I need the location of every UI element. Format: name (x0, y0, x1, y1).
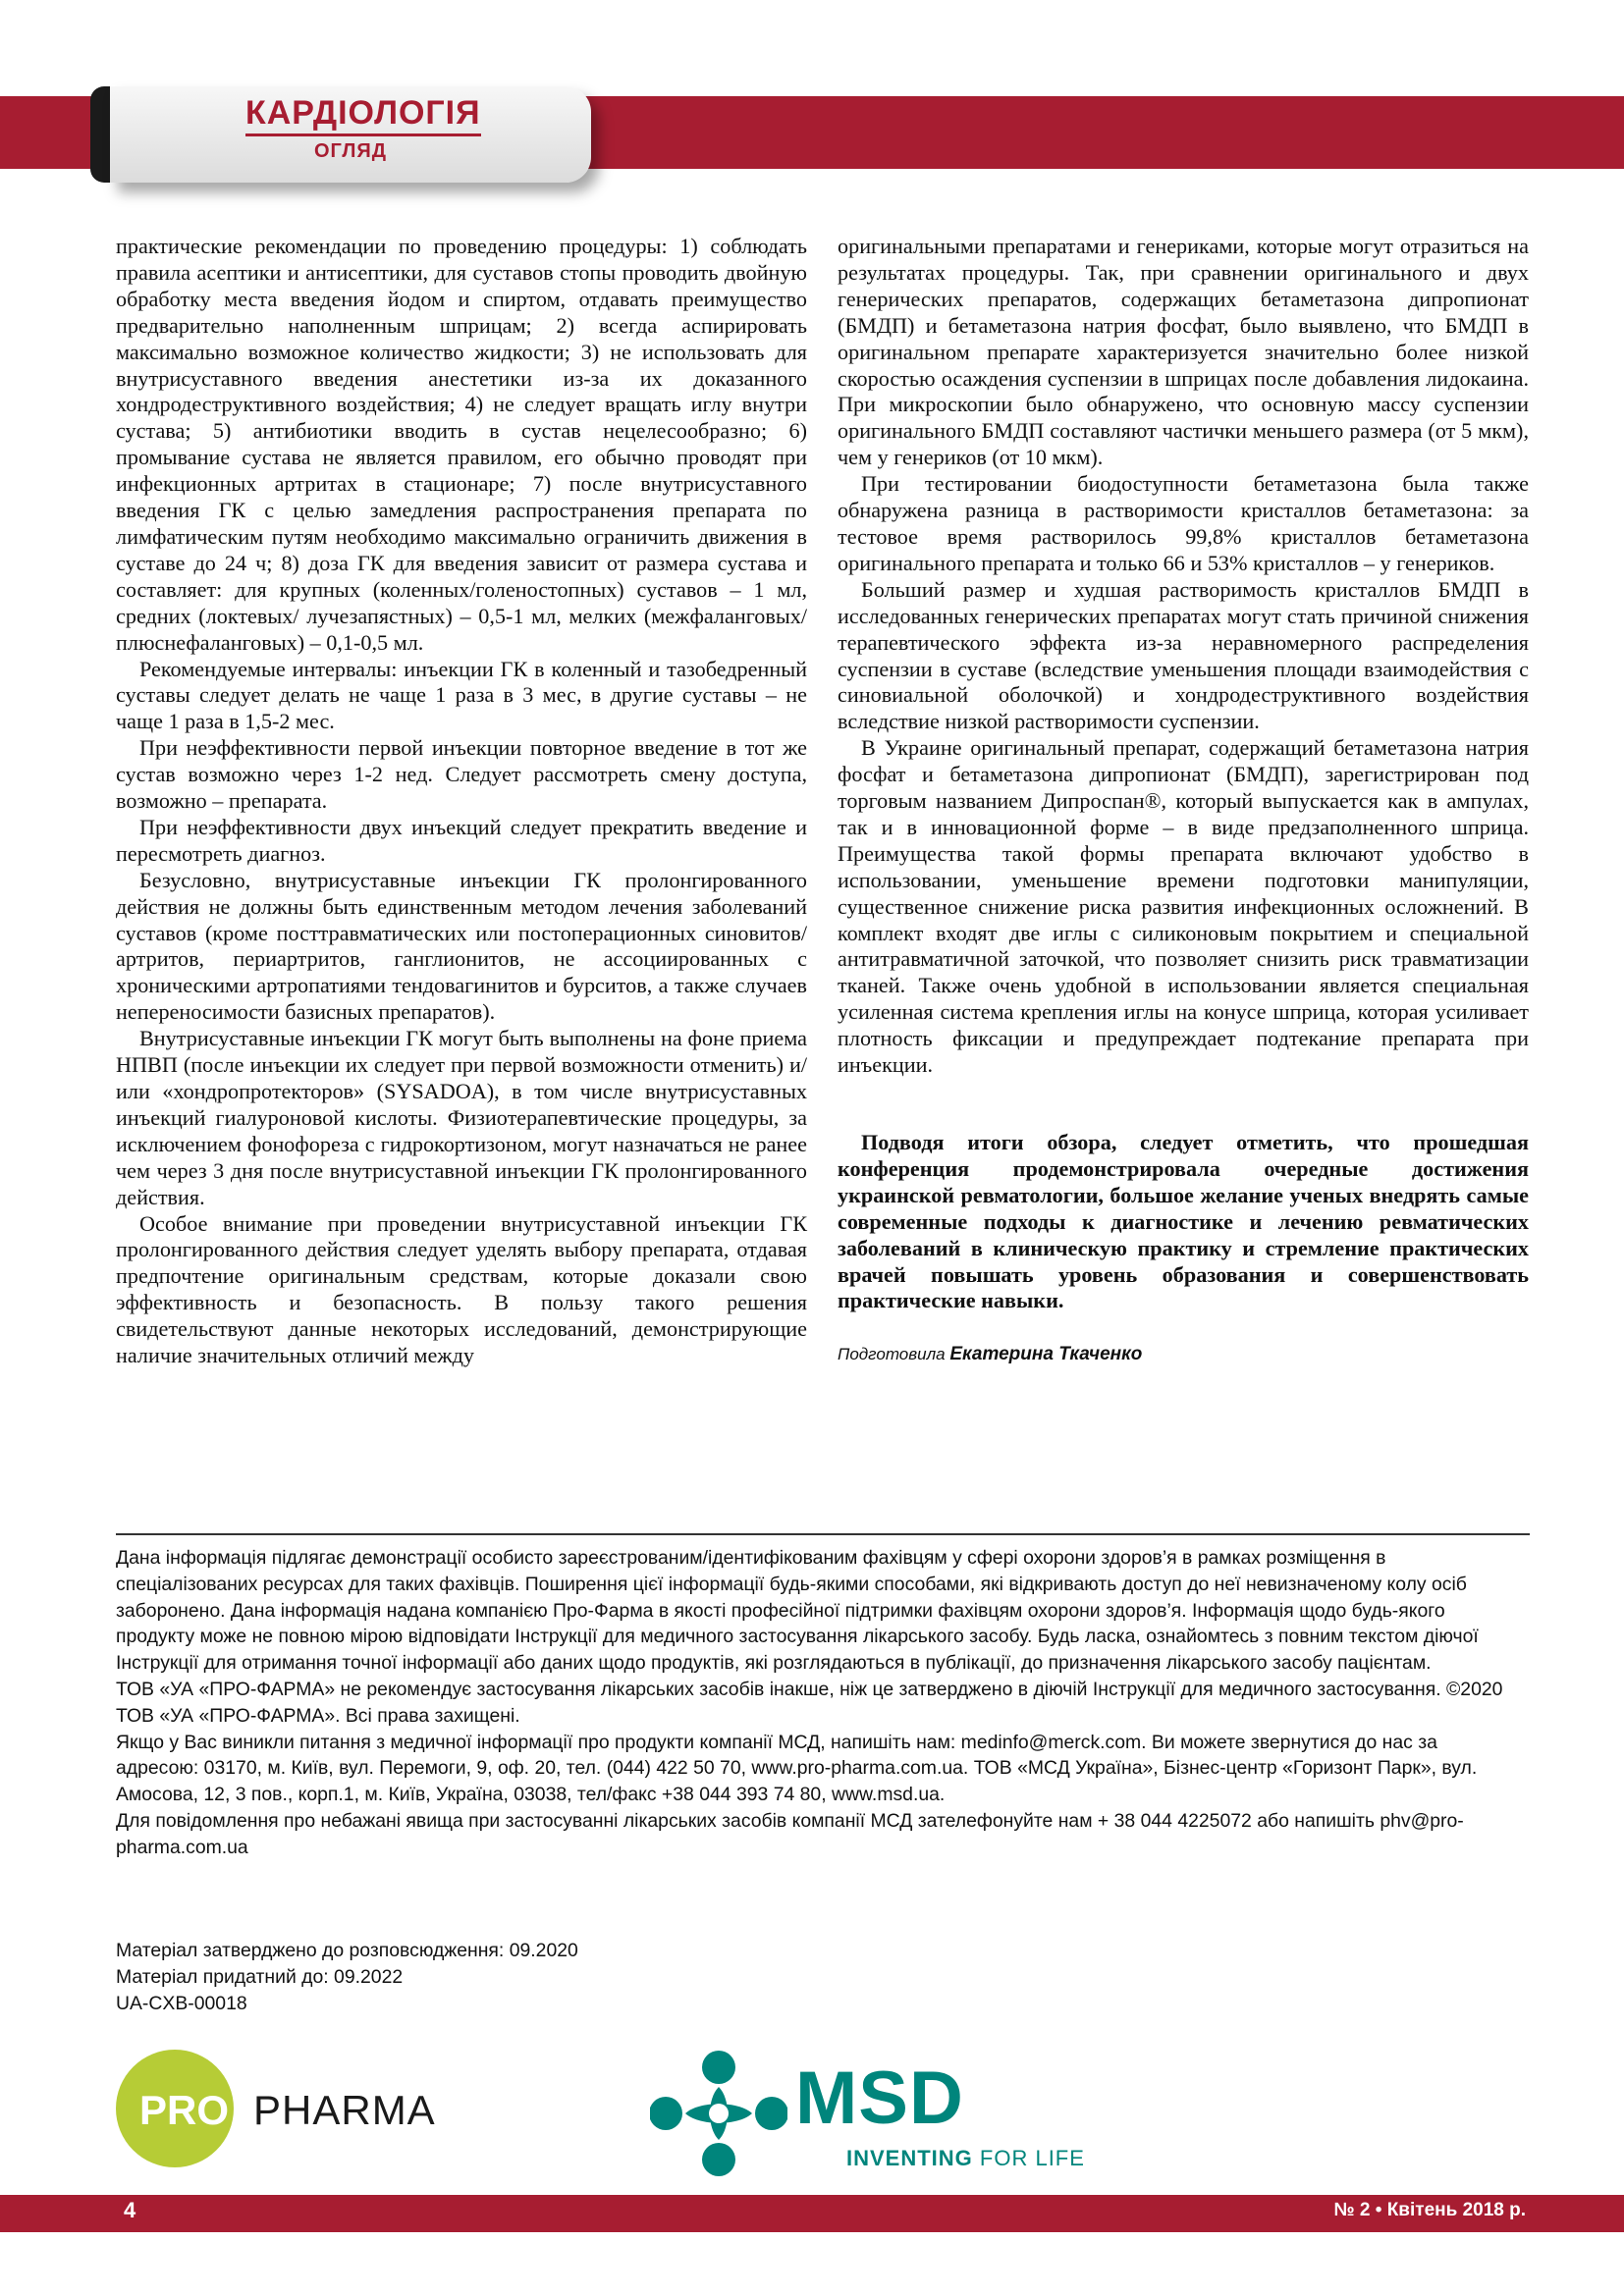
disclaimer-paragraph: Якщо у Вас виникли питання з медичної інформації про продукти компанії МСД, напишіть нам: medinfo@merck.com. Ви можете звернутися до нас за адресою: 03170, м. Київ, вул. Перемоги, 9, оф. 20, тел. (044) 422 50 70, www.pro-pharma.com.ua. ТОВ «МСД Україна», Бізнес-центр «Горизонт Парк», вул. Амосова, 12, 3 пов., корп.1, м. Київ, Україна, 03038, тел/факс +38 044 393 74 80, www.msd.ua. (116, 1731, 1478, 1806)
disclaimer-paragraph: ТОВ «УА «ПРО-ФАРМА» не рекомендує застосування лікарських засобів інакше, ніж це затверджено в діючій Інструкції для медичного застосування. ©2020 ТОВ «УА «ПРО-ФАРМА». Всі права захищені. (116, 1678, 1503, 1727)
summary-paragraph: Подводя итоги обзора, следует отметить, что прошедшая конференция продемонстрировала очередные достижения украинской ревматологии, большое желание ученых внедрять самые современные подходы к диагностике и лечению ревматических заболеваний в клиническую практику и стремление практических врачей повышать уровень образования и совершенствовать практические навыки. (838, 1130, 1529, 1313)
approval-line: Матеріал придатний до: 09.2022 (116, 1965, 404, 1988)
author-name: Екатерина Ткаченко (949, 1344, 1143, 1365)
msd-tagline (846, 2146, 1085, 2171)
author-line (838, 1342, 1529, 1368)
paragraph: оригинальными препаратами и генериками, которые могут отразиться на результатах процедуры. Так, при сравнении оригинального и двух генерических препаратов, содержащих бетаметазона дипропионат (БМДП) и бетаметазона натрия фосфат, было выявлено, что БМДП в оригинальном препарате характеризуется значительно более низкой скоростью осаждения суспензии в шприцах после добавления лидокаина. При микроскопии было обнаружено, что основную массу суспензии оригинального БМДП составляют частички меньшего размера (от 5 мкм), чем у генериков (от 10 мкм). (838, 234, 1529, 470)
approval-line: Матеріал затверджено до розповсюдження: 09.2020 (116, 1940, 578, 1961)
approval-code: UA-CXB-00018 (116, 1992, 247, 2014)
paragraph: При неэффективности двух инъекций следует прекратить введение и пересмотреть диагноз. (116, 814, 807, 866)
pharma-logo-text: PHARMA (253, 2087, 436, 2133)
issue-label: № 2 • Квітень 2018 р. (1333, 2200, 1526, 2220)
author-prefix: Подготовила (838, 1345, 946, 1364)
msd-tagline-rest: FOR LIFE (972, 2146, 1085, 2170)
disclaimer-block (116, 1545, 1510, 1861)
page-number: 4 (124, 2198, 136, 2222)
section-subtitle: ОГЛЯД (314, 140, 388, 162)
left-column (116, 234, 807, 1369)
paragraph: Больший размер и худшая растворимость кристаллов БМДП в исследованных генерических препаратах могут стать причиной снижения терапевтического эффекта из-за неравномерного распределения суспензии в суставе (вследствие уменьшения площади взаимодействия с синовиальной оболочкой) и хондродеструктивного воздействия вследствие низкой растворимости суспензии. (838, 576, 1529, 734)
pro-pharma-logo (116, 2050, 440, 2167)
paragraph: В Украине оригинальный препарат, содержащий бетаметазона натрия фосфат и бетаметазона дипропионат (БМДП), зарегистрирован под торговым названием Дипроспан®, который выпускается как в ампулах, так и в инновационной форме – в виде предзаполненного шприца. Преимущества такой формы препарата включают удобство в использовании, уменьшение времени подготовки манипуляции, существенное снижение риска развития инфекционных осложнений. В комплект входят две иглы с силиконовым покрытием и специальной антитравматичной заточкой, что позволяет снизить риск травматизации тканей. Также очень удобной в использовании является специальная усиленная система крепления иглы на конусе шприца, которая усиливает плотность фиксации и предупреждает подтекание препарата при инъекции. (838, 735, 1529, 1078)
msd-logo (650, 2050, 1141, 2177)
section-title: КАРДІОЛОГІЯ (245, 94, 481, 136)
disclaimer-paragraph: Дана інформація підлягає демонстрації особисто зареєстрованим/ідентифікованим фахівцям у сфері охорони здоров’я в рамках розміщення в спеціалізованих ресурсах для таких фахівців. Поширення цієї інформації будь-якими способами, які відкривають доступ до неї невизначеному колу осіб заборонено. Дана інформація надана компанією Про-Фарма в якості професійної підтримки фахівцям охорони здоров’я. Інформація щодо будь-якого продукту може не повною мірою відповідати Інструкції для медичного застосування лікарського засобу. Будь ласка, ознайомтесь з повним текстом діючої Інструкції для отримання точної інформації або даних щодо продуктів, які розглядаються в публікації, до призначення лікарського засобу пацієнтам. (116, 1547, 1479, 1675)
approval-block (116, 1938, 901, 2016)
divider (116, 1533, 1530, 1535)
pro-logo-text: PRO (139, 2087, 230, 2133)
right-column (838, 234, 1529, 1368)
paragraph: Внутрисуставные инъекции ГК могут быть выполнены на фоне приема НПВП (после инъекции их следует при первой возможности отменить) и/или «хондропротекторов» (SYSADOA), в том числе внутрисуставных инъекций гиалуроновой кислоты. Физиотерапевтические процедуры, за исключением фонофореза с гидрокортизоном, могут назначаться не ранее чем через 3 дня после внутрисуставной инъекции ГК пролонгированного действия. (116, 1026, 807, 1209)
disclaimer-paragraph: Для повідомлення про небажані явища при застосуванні лікарських засобів компанії МСД зателефонуйте нам + 38 044 4225072 або напишіть phv@pro-pharma.com.ua (116, 1809, 1464, 1858)
paragraph: При тестировании биодоступности бетаметазона была также обнаружена разница в растворимости кристаллов бетаметазона: за тестовое время растворилось 99,8% кристаллов бетаметазона оригинального препарата и только 66 и 53% кристаллов – у генериков. (838, 471, 1529, 575)
paragraph: При неэффективности первой инъекции повторное введение в тот же сустав возможно через 1-2 нед. Следует рассмотреть смену доступа, возможно – препарата. (116, 735, 807, 814)
paragraph: Особое внимание при проведении внутрисуставной инъекции ГК пролонгированного действия следует уделять выбору препарата, отдавая предпочтение оригинальным средствам, которые доказали свою эффективность и безопасность. В пользу такого решения свидетельствуют данные некоторых исследований, демонстрирующие наличие значительных отличий между (116, 1210, 807, 1368)
paragraph: Безусловно, внутрисуставные инъекции ГК пролонгированного действия не должны быть единственным методом лечения заболеваний суставов (кроме посттравматических или постоперационных синовитов/артритов, периартритов, ганглионитов, не ассоциированных с хроническими артропатиями тендовагинитов и бурситов, а также случаев непереносимости базисных препаратов). (116, 867, 807, 1025)
msd-logo-text: MSD (795, 2056, 964, 2140)
msd-tagline-bold: INVENTING (846, 2146, 973, 2170)
paragraph: практические рекомендации по проведению процедуры: 1) соблюдать правила асептики и антисептики, для суставов стопы проводить двойную обработку места введения йодом и спиртом, отдавать преимущество предварительно наполненным шприцам; 2) всегда аспирировать максимально возможное количество жидкости; 3) не использовать для внутрисуставного введения анестетики из-за их доказанного хондродеструктивного воздействия; 4) не следует вращать иглу внутри сустава; 5) антибиотики вводить в сустав нецелесообразно; 6) промывание сустава не является правилом, его обычно проводят при инфекционных артритах в стационаре; 7) после внутрисуставного введения ГК с целью замедления распространения препарата по лимфатическим путям необходимо максимально ограничить движения в суставе до 24 ч; 8) доза ГК для введения зависит от размера сустава и составляет: для крупных (коленных/голеностопных) суставов – 1 мл, средних (локтевых/ лучезапястных) – 0,5-1 мл, мелких (межфаланговых/ плюснефаланговых) – 0,1-0,5 мл. (116, 234, 807, 655)
msd-emblem-icon (650, 2050, 787, 2177)
paragraph: Рекомендуемые интервалы: инъекции ГК в коленный и тазобедренный суставы следует делать не чаще 1 раза в 3 мес, в другие суставы – не чаще 1 раза в 1,5-2 мес. (116, 656, 807, 734)
